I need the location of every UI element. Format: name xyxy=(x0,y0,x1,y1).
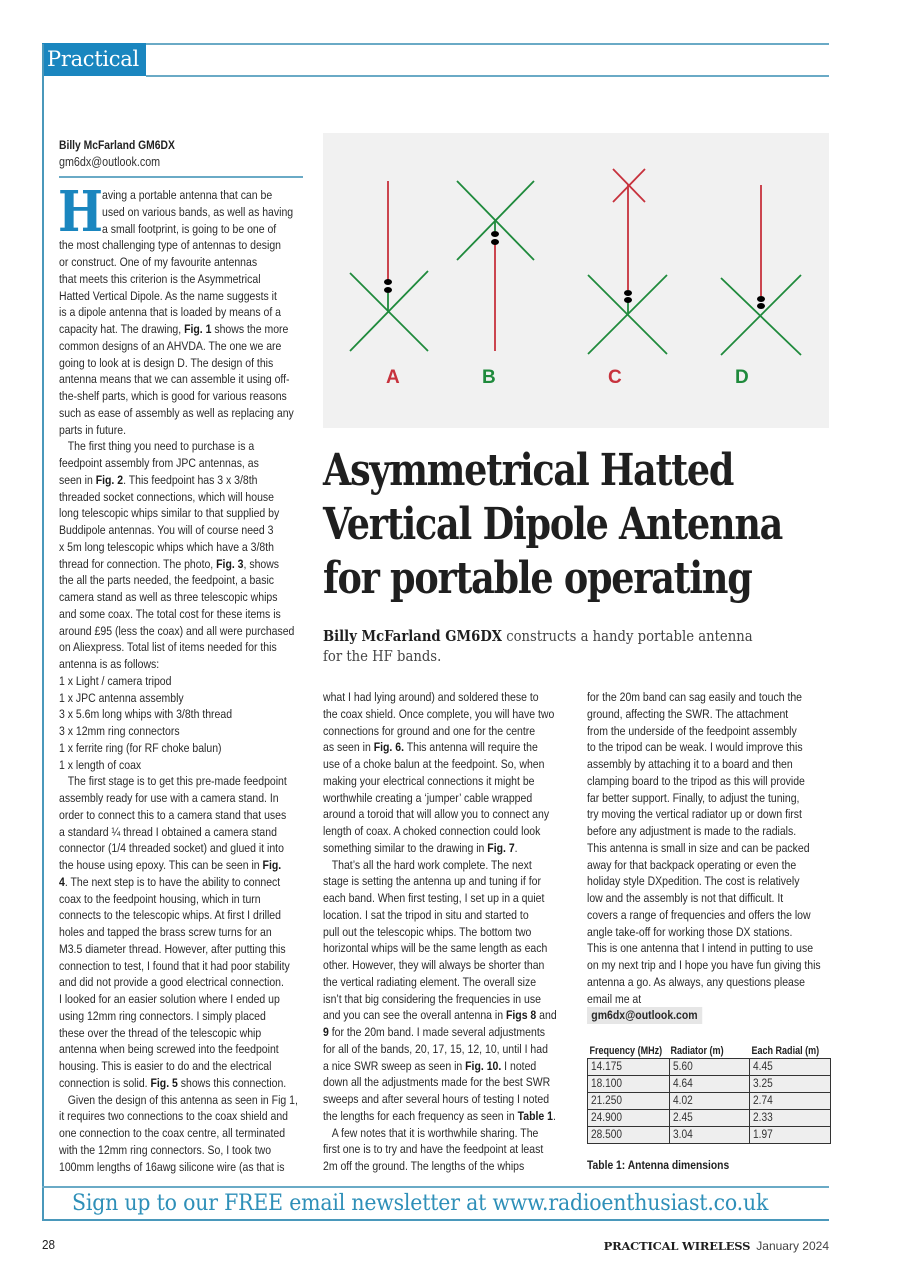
author-email[interactable]: gm6dx@outlook.com xyxy=(59,155,161,169)
text-line: before any adjustment is made to the radials. xyxy=(587,824,797,838)
header-radiator: Radiator (m) xyxy=(670,1045,724,1057)
header-frequency: Frequency (MHz) xyxy=(589,1045,663,1057)
text-line: threaded socket connections, which will house xyxy=(59,489,274,504)
text-line: antenna means that we can assemble it using off- xyxy=(59,372,290,387)
text-line: away for that backpack operating or even the xyxy=(587,857,797,872)
text-line: A few notes that it is worthwhile sharing. The xyxy=(323,1125,539,1140)
author-block xyxy=(59,137,303,178)
header-rule-bottom xyxy=(146,75,829,77)
text-line: aving a portable antenna that can be xyxy=(102,188,273,202)
text-line: antenna when being screwed into the feedpoint xyxy=(59,1042,279,1057)
text-line: 1 x ferrite ring (for RF choke balun) xyxy=(59,740,222,755)
magazine-name: PRACTICAL WIRELESS xyxy=(603,1239,751,1253)
text-line: isn’t that big considering the frequencies in use xyxy=(323,991,541,1006)
text-line: stage is setting the antenna up and tuning if for xyxy=(323,874,541,889)
text-line: antenna is as follows: xyxy=(59,657,160,671)
text-line: try moving the vertical radiator up or down first xyxy=(587,807,802,822)
text-line: Buddipole antennas. You will of course need 3 xyxy=(59,523,274,537)
label-c: C xyxy=(608,367,622,388)
text-line: is a dipole antenna that is loaded by means of a xyxy=(59,305,282,320)
footer-masthead xyxy=(604,1237,829,1255)
body-column-2 xyxy=(323,689,567,1175)
text-line: from the underside of the feedpoint assembly xyxy=(587,723,797,738)
table-row xyxy=(588,1093,831,1110)
drop-cap: H xyxy=(58,179,102,245)
text-line: Hatted Vertical Dipole. As the name suggests it xyxy=(59,288,277,303)
text-line: the house using epoxy. This can be seen in Fig. xyxy=(59,858,282,872)
text-line: the coax shield. Once complete, you will have two xyxy=(323,706,555,721)
text-line: 1 x length of coax xyxy=(59,757,142,772)
text-line: connector (1/4 threaded socket) and glued it into xyxy=(59,841,284,856)
text-line: sweeps and after several hours of testing I noted xyxy=(323,1092,550,1106)
text-line: order to connect this to a camera stand that uses xyxy=(59,807,287,822)
table-cell: 5.60 xyxy=(669,1059,750,1076)
contact-email-line xyxy=(587,1007,831,1024)
text-line: first one is to try and have the feedpoint at least xyxy=(323,1142,544,1157)
design-b xyxy=(457,181,534,351)
text-line: camera stand as well as three telescopic whips xyxy=(59,590,278,604)
text-line: worthwhile creating a ‘jumper’ cable wrapped xyxy=(323,790,533,805)
text-line: connections for ground and one for the centre xyxy=(323,723,536,738)
text-line: the all the parts needed, the feedpoint, a basic xyxy=(59,573,275,588)
text-line: 2m off the ground. The lengths of the whips xyxy=(323,1159,525,1173)
text-line: something similar to the drawing in Fig. 7. xyxy=(323,840,518,855)
headline-line-2: Vertical Dipole Antenna xyxy=(323,499,783,550)
text-line: 1 x Light / camera tripod xyxy=(59,673,172,688)
text-line: for the 20m band can sag easily and touch the xyxy=(587,690,803,704)
text-line: it requires two connections to the coax shield and xyxy=(59,1109,288,1124)
antenna-dimensions-table xyxy=(587,1044,831,1144)
text-line: 4. The next step is to have the ability to connect xyxy=(59,874,281,889)
table-caption: Table 1: Antenna dimensions xyxy=(587,1158,730,1172)
table-cell: 18.100 xyxy=(588,1076,670,1093)
figure-1-antenna-designs xyxy=(323,133,829,428)
table-cell: 4.02 xyxy=(669,1093,750,1110)
text-line: on my next trip and I hope you have fun giving this xyxy=(587,958,821,972)
standfirst: Billy McFarland GM6DX constructs a handy portable antenna for the HF bands. xyxy=(323,627,753,665)
text-line: location. I sat the tripod in situ and started to xyxy=(323,907,529,922)
text-line: down all the adjustments made for the best SWR xyxy=(323,1075,551,1090)
text-line: holes and tapped the brass screw turns for an xyxy=(59,925,272,939)
table-row xyxy=(588,1059,831,1076)
table-row xyxy=(588,1127,831,1144)
text-line: The first thing you need to purchase is a xyxy=(59,439,255,454)
design-c xyxy=(588,169,667,354)
text-line: and some coax. The total cost for these items is xyxy=(59,606,281,621)
author-divider xyxy=(59,176,303,178)
page-frame-left xyxy=(42,44,44,1221)
text-line: thread for connection. The photo, Fig. 3, shows xyxy=(59,556,280,571)
contact-email[interactable]: gm6dx@outlook.com xyxy=(587,1007,702,1024)
standfirst-author: Billy McFarland GM6DX xyxy=(323,627,503,645)
text-line: a nice SWR sweep as seen in Fig. 10. I noted xyxy=(323,1058,537,1073)
text-line: the most challenging type of antennas to design xyxy=(59,238,282,253)
text-line: connection is solid. Fig. 5 shows this connection. xyxy=(59,1075,287,1090)
text-line: use of a choke balun at the feedpoint. So, when xyxy=(323,757,545,771)
headline-line-1: Asymmetrical Hatted xyxy=(323,445,734,496)
table-header xyxy=(587,1044,831,1058)
banner-rule-bottom xyxy=(42,1219,829,1221)
text-line: This is one antenna that I intend in putting to use xyxy=(587,941,814,956)
text-line: long telescopic whips similar to that supplied by xyxy=(59,506,280,521)
headline xyxy=(323,444,833,606)
text-line: The first stage is to get this pre-made feedpoint xyxy=(59,774,287,789)
text-line: making your electrical connections it might be xyxy=(323,773,535,788)
author-name: Billy McFarland GM6DX xyxy=(59,138,175,152)
text-line: far better support. Finally, to adjust the tuning, xyxy=(587,790,800,805)
text-line: Given the design of this antenna as seen in Fig 1, xyxy=(59,1092,298,1107)
text-line: This antenna is small in size and can be packed xyxy=(587,840,810,855)
page-number: 28 xyxy=(42,1237,56,1252)
label-d: D xyxy=(735,367,749,388)
table-cell: 2.74 xyxy=(750,1093,831,1110)
text-line: connection to test, I found that it had poor stability xyxy=(59,958,290,973)
issue-date: January 2024 xyxy=(756,1239,829,1253)
table-row xyxy=(588,1076,831,1093)
text-line: covers a range of frequencies and offers the low xyxy=(587,907,811,922)
text-line: on Aliexpress. Total list of items needed for this xyxy=(59,640,277,655)
section-label: Practical xyxy=(47,47,139,71)
text-line: holiday style DXpedition. The cost is relatively xyxy=(587,874,800,889)
header-rule-top xyxy=(146,43,829,45)
text-line: and you can see the overall antenna in Figs 8 and xyxy=(323,1008,557,1023)
banner-rule-top xyxy=(42,1186,829,1188)
text-line: seen in Fig. 2. This feedpoint has 3 x 3/8th xyxy=(59,472,258,487)
text-line: coax to the feedpoint housing, which in turn xyxy=(59,891,261,906)
text-line: x 5m long telescopic whips which have a 3/8th xyxy=(59,539,274,554)
dimensions-grid xyxy=(587,1058,831,1144)
text-line: That’s all the hard work complete. The next xyxy=(323,857,532,872)
newsletter-banner[interactable]: Sign up to our FREE email newsletter at www.radioenthusiast.co.uk xyxy=(72,1191,769,1216)
table-cell: 3.04 xyxy=(669,1127,750,1144)
text-line: one connection to the coax centre, all terminated xyxy=(59,1126,286,1140)
header-radial: Each Radial (m) xyxy=(751,1045,820,1057)
antenna-diagram xyxy=(323,133,829,428)
text-line: going to look at is design D. The design of this xyxy=(59,355,274,370)
text-line: 1 x JPC antenna assembly xyxy=(59,690,184,705)
text-line: clamping board to the tripod as this will provide xyxy=(587,773,805,788)
text-line: that meets this criterion is the Asymmetrical xyxy=(59,271,261,286)
text-line: feedpoint assembly from JPC antennas, as xyxy=(59,456,259,470)
text-line: for all of the bands, 20, 17, 15, 12, 10, until I had xyxy=(323,1041,548,1056)
table-cell: 4.64 xyxy=(669,1076,750,1093)
text-line: with the 12mm ring connectors. So, I took two xyxy=(59,1142,272,1157)
table-cell: 24.900 xyxy=(588,1110,670,1127)
text-line: what I had lying around) and soldered these to xyxy=(323,690,539,704)
text-line: email me at xyxy=(587,991,642,1006)
text-line: these over the thread of the telescopic whip xyxy=(59,1025,262,1040)
text-line: parts in future. xyxy=(59,422,126,437)
text-line: M3.5 diameter thread. However, after putting this xyxy=(59,941,286,956)
text-line: connects to the telescopic whips. At first I drilled xyxy=(59,908,281,923)
text-line: length of coax. A choked connection could look xyxy=(323,824,541,838)
text-line: a small footprint, is going to be one of xyxy=(102,221,277,236)
text-line: each band. When first testing, I set up in a quiet xyxy=(323,891,545,905)
text-line: low and the assembly is not that difficult. It xyxy=(587,891,784,905)
text-line: around a toroid that will allow you to connect any xyxy=(323,807,550,822)
body-column-3 xyxy=(587,689,831,1007)
text-line: or construct. One of my favourite antennas xyxy=(59,255,258,269)
text-line: around £95 (less the coax) and all were purchased xyxy=(59,623,295,638)
text-line: as seen in Fig. 6. This antenna will require the xyxy=(323,740,538,755)
table-cell: 21.250 xyxy=(588,1093,670,1110)
text-line: using 12mm ring connectors. I simply placed xyxy=(59,1008,266,1023)
text-line: a standard ¼ thread I obtained a camera stand xyxy=(59,824,277,839)
label-a: A xyxy=(386,367,400,388)
text-line: ground, affecting the SWR. The attachment xyxy=(587,706,789,721)
text-line: and did not provide a good electrical connection. xyxy=(59,975,284,990)
design-d xyxy=(721,185,801,355)
table-cell: 2.45 xyxy=(669,1110,750,1127)
headline-line-3: for portable operating xyxy=(323,553,752,604)
text-line: the vertical radiating element. The overall size xyxy=(323,974,537,989)
text-line: pull out the telescopic whips. The bottom two xyxy=(323,924,532,939)
text-line: used on various bands, as well as having xyxy=(102,204,294,219)
text-line: housing. This is easier to do and the electrical xyxy=(59,1059,272,1073)
table-row xyxy=(588,1110,831,1127)
text-line: capacity hat. The drawing, Fig. 1 shows the more xyxy=(59,322,289,336)
text-line: assembly ready for use with a camera stand. In xyxy=(59,791,279,805)
table-cell: 3.25 xyxy=(750,1076,831,1093)
body-column-1 xyxy=(58,179,303,1175)
text-line: assembly by attaching it to a board and then xyxy=(587,757,793,771)
section-tab xyxy=(42,43,146,76)
text-line: common designs of an AHVDA. The one we are xyxy=(59,338,282,353)
text-line: such as ease of assembly as well as replacing any xyxy=(59,405,294,420)
table-cell: 4.45 xyxy=(750,1059,831,1076)
text-line: to the tripod can be weak. I would improve this xyxy=(587,740,803,755)
text-line: 9 for the 20m band. I made several adjustments xyxy=(323,1025,545,1039)
text-line: 3 x 12mm ring connectors xyxy=(59,724,180,738)
table-cell: 1.97 xyxy=(750,1127,831,1144)
table-cell: 28.500 xyxy=(588,1127,670,1144)
text-line: the lengths for each frequency as seen in Table 1. xyxy=(323,1108,556,1123)
text-line: 3 x 5.6m long whips with 3/8th thread xyxy=(59,707,233,722)
label-b: B xyxy=(482,367,496,388)
text-line: angle take-off for working those DX stations. xyxy=(587,924,793,939)
text-line: 100mm lengths of 16awg silicone wire (as that is xyxy=(59,1159,285,1174)
text-line: other. However, they will always be shorter than xyxy=(323,958,545,972)
text-line: the-shelf parts, which is good for various reasons xyxy=(59,389,287,403)
text-line: I looked for an easier solution where I ended up xyxy=(59,992,280,1006)
design-a xyxy=(350,181,428,351)
text-line: antenna a go. As always, any questions please xyxy=(587,974,805,989)
table-cell: 14.175 xyxy=(588,1059,670,1076)
text-line: horizontal whips will be the same length as each xyxy=(323,941,548,956)
table-cell: 2.33 xyxy=(750,1110,831,1127)
